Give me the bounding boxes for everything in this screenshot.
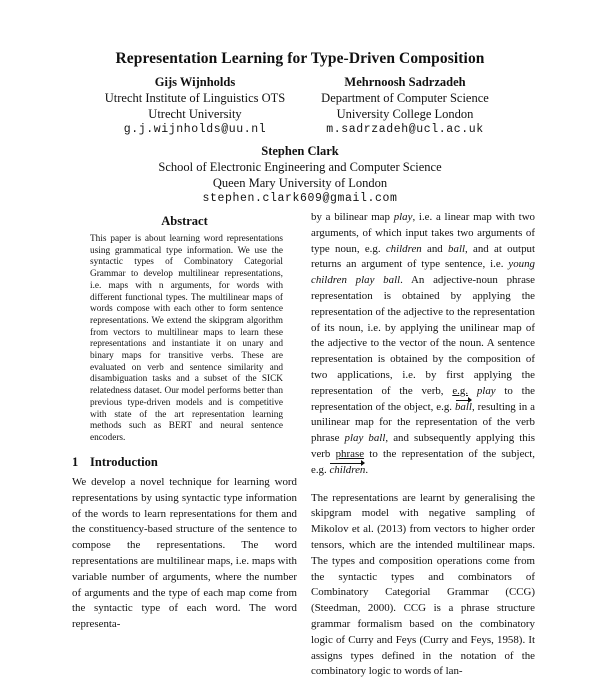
underlined-text: phrase (335, 447, 365, 460)
text-run (468, 385, 477, 397)
abstract-heading: Abstract (161, 214, 208, 228)
author-name: Mehrnoosh Sadrzadeh (344, 75, 466, 89)
section-title: Introduction (90, 455, 158, 469)
paper-title: Representation Learning for Type-Driven Composition (115, 50, 485, 67)
term-children: children (385, 242, 422, 255)
right-column-paragraph-2: The representations are learnt by generalising the skipgram model with negative sampling of Mikolov et al. (2013) from vectors to higher order tensors, which are the intended multilinear maps. The types and composition operations come from the syntactic types and combinators of Combinatory Categorial Grammar (CCG) (Steedman, 2000). CCG is a phrase structure grammar formalism based on the combinatory logic of Curry and Feys (Curry and Feys, 1958). It assigns types defined in the notation of the combinatory logic to words of lan- (311, 491, 535, 678)
text-run: , and at output returns an argument of type sentence, i.e. (311, 242, 536, 271)
text-run: . (365, 463, 369, 476)
text-run: . An adjective-noun phrase representation is obtained by applying the representation of the adjective to the representation of its noun, i.e. by applying the unilinear map of the adjective to the vector of the noun. A sentence representation is obtained by the composition of two applications, i.e. by first applying the representation of the verb, (311, 274, 535, 397)
author-name: Gijs Wijnholds (154, 75, 236, 89)
author-name: Stephen Clark (261, 144, 339, 158)
section-heading-introduction (72, 455, 158, 470)
right-column (311, 210, 535, 680)
text-run: , resulting in a unilinear map for the representation of the verb phrase (311, 400, 535, 445)
vector-children: children (329, 463, 365, 479)
right-column-paragraph-1 (311, 210, 535, 479)
author-block-clark (120, 143, 480, 207)
author-block-sadrzadeh (300, 74, 510, 138)
term-play-map: play (393, 211, 413, 223)
introduction-text: We develop a novel technique for learning word representations by using syntactic type information of the words to learn representations for them and the constituency-based structure of the sentence to compose the representations. The word representations are multilinear maps, i.e. maps with variable number of arguments, where the number of arguments and the type of each map come from the syntactic type of each word. The word representa- (72, 476, 297, 631)
term-ball: ball (448, 242, 465, 255)
author-email: stephen.clark609@gmail.com (202, 192, 398, 205)
vector-ball: ball (455, 400, 472, 416)
section-number: 1 (72, 455, 79, 469)
author-affiliation: Queen Mary University of London (212, 176, 388, 190)
author-affiliation: Utrecht Institute of Linguistics OTS (104, 91, 286, 105)
author-affiliation: Department of Computer Science (321, 91, 489, 105)
text-run: to the representation of the subject, e.g. (311, 447, 535, 476)
text-run: , i.e. a linear map with two arguments, of which input takes two arguments of type noun, e.g. (311, 211, 535, 255)
text-run: , and subsequently applying this verb (311, 432, 535, 460)
author-affiliation: Utrecht University (148, 107, 242, 121)
underlined-text: e.g. (452, 384, 469, 397)
term-play: play (476, 384, 496, 397)
text-run: by a bilinear map (311, 211, 394, 223)
text-run: to the representation of the object, e.g. (311, 384, 535, 413)
text-run: and (421, 242, 449, 255)
author-block-wijnholds (90, 74, 300, 138)
author-email: m.sadrzadeh@ucl.ac.uk (326, 123, 484, 136)
abstract-text: This paper is about learning word representations using grammatical type information. We use the syntactic types of Combinatory Categorial Grammar to develop multilinear representations, i.e. maps with n arguments, for words with different functional types. The multilinear maps of words compose with each other to form sentence representations. We extend the skipgram algorithm from vectors to multilinear maps to learn these representations and instantiate it on unary and binary maps for transitive verbs. These are evaluated on verb and sentence similarity and disambiguation tasks and a subset of the SICK relatedness dataset. Our model performs better than previous type-driven models and is competitive with state of the art representation learning methods such as BERT and neural sentence encoders. (90, 234, 283, 443)
author-affiliation: School of Electronic Engineering and Computer Science (158, 160, 442, 174)
author-email: g.j.wijnholds@uu.nl (123, 123, 267, 136)
term-play-ball: play ball (344, 432, 386, 445)
example-sentence: young children play ball (311, 258, 535, 287)
author-affiliation: University College London (336, 107, 474, 121)
